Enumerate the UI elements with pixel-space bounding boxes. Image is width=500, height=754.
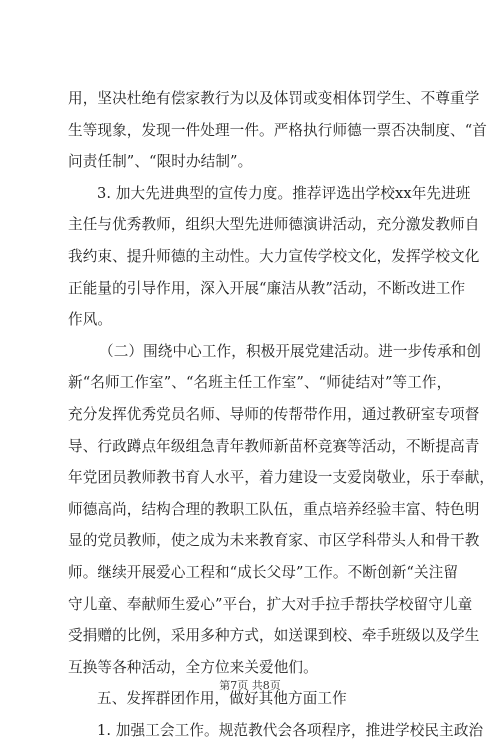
text-line: 导、行政蹲点年级组急青年教师新苗杯竞赛等活动，不断提高青 xyxy=(68,437,480,455)
text-line: 生等现象，发现一件处理一件。严格执行师德一票否决制度、“首 xyxy=(68,121,487,139)
text-line: 1. 加强工会工作。规范教代会各项程序，推进学校民主政治 xyxy=(97,721,484,739)
text-line: 年党团员教师教书育人水平，着力建设一支爱岗敬业，乐于奉献， xyxy=(68,469,495,487)
text-line: 主任与优秀教师，组织大型先进师德演讲活动，充分激发教师自 xyxy=(68,216,480,234)
text-line: 3. 加大先进典型的宣传力度。推荐评选出学校xx年先进班 xyxy=(97,184,471,202)
text-line: 互换等各种活动，全方位来关爱他们。 xyxy=(68,658,318,676)
text-line: 正能量的引导作用，深入开展“廉洁从教”活动，不断改进工作 xyxy=(68,279,466,297)
text-line: 师德高尚，结构合理的教职工队伍，重点培养经验丰富、特色明 xyxy=(68,500,480,518)
text-line: 新“名师工作室”、“名班主任工作室”、“师徒结对”等工作， xyxy=(68,374,452,392)
page-number-footer: 第7页 共8页 xyxy=(219,679,281,692)
text-line: 显的党员教师，使之成为未来教育家、市区学科带头人和骨干教 xyxy=(68,532,480,550)
document-body xyxy=(68,90,495,754)
section-heading: 五、发挥群团作用，做好其他方面工作 xyxy=(97,690,347,708)
text-line: 受捐赠的比例，采用多种方式，如送课到校、牵手班级以及学生 xyxy=(68,627,480,645)
text-line: 守儿童、奉献师生爱心”平台，扩大对手拉手帮扶学校留守儿童 xyxy=(68,595,473,613)
text-line: 用，坚决杜绝有偿家教行为以及体罚或变相体罚学生、不尊重学 xyxy=(68,90,480,107)
text-line: 我约束、提升师德的主动性。大力宣传学校文化，发挥学校文化 xyxy=(68,247,480,265)
text-line: 师。继续开展爱心工程和“成长父母”工作。不断创新“关注留 xyxy=(68,563,459,581)
text-line: 作风。 xyxy=(68,311,113,329)
text-line: 充分发挥优秀党员名师、导师的传帮带作用，通过教研室专项督 xyxy=(68,405,480,423)
text-line: 问责任制”、“限时办结制”。 xyxy=(68,153,253,171)
section-heading: （二）围绕中心工作，积极开展党建活动。进一步传承和创 xyxy=(99,342,482,360)
